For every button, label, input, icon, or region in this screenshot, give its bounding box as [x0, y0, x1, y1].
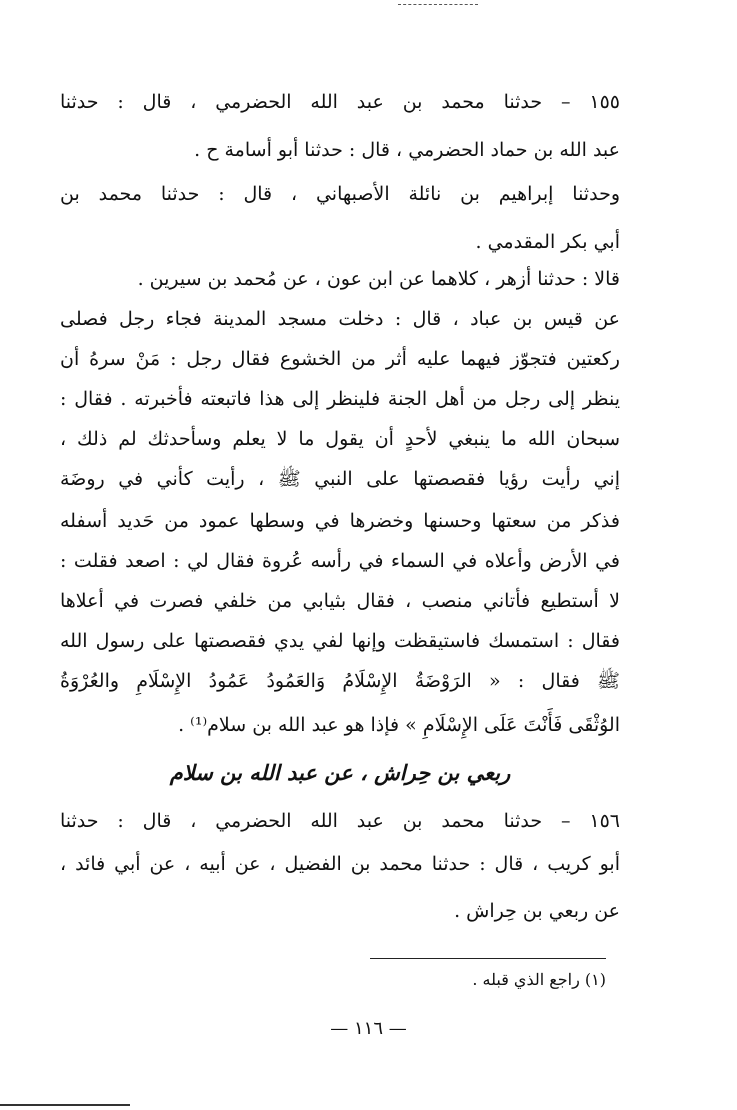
text-line: أبو كريب ، قال : حدثنا محمد بن الفضيل ، عن أبيه ، عن أبي فائد ،: [60, 853, 620, 875]
text-line: أبي بكر المقدمي .: [475, 231, 620, 253]
footnote-rule: [370, 958, 606, 959]
text-line: عن قيس بن عباد ، قال : دخلت مسجد المدينة فجاء رجل فصلى: [60, 308, 620, 330]
bottom-rule: [0, 1104, 130, 1106]
text-line: الوُثْقَى فَأَنْتَ عَلَى الإِسْلَامِ » فإذا هو عبد الله بن سلام⁽¹⁾ .: [178, 714, 620, 736]
text-line: عبد الله بن حماد الحضرمي ، قال : حدثنا أبو أسامة ح .: [194, 139, 620, 161]
text-line: في الأرض وأعلاه في السماء في رأسه عُروة فقال لي : اصعد فقلت :: [60, 550, 620, 572]
text-line: عن ربعي بن حِراش .: [454, 900, 620, 922]
section-heading: ربعي بن حِراش ، عن عبد الله بن سلام: [169, 760, 511, 785]
text-line: لا أستطيع فأتاني منصب ، فقال بثيابي من خلفي فصرت في أعلاها: [60, 590, 620, 612]
text-line: قالا : حدثنا أزهر ، كلاهما عن ابن عون ، عن مُحمد بن سيرين .: [137, 268, 620, 290]
text-line: فقال : استمسك فاستيقظت وإنها لفي يدي فقصصتها على رسول الله: [60, 630, 620, 652]
text-line: ١٥٦ – حدثنا محمد بن عبد الله الحضرمي ، قال : حدثنا: [60, 810, 620, 832]
text-line: ركعتين فتجوّز فيهما عليه أثر من الخشوع فقال رجل : مَنْ سرهُ أن: [60, 348, 620, 370]
page-number: — ١١٦ —: [330, 1018, 407, 1039]
text-line: ١٥٥ – حدثنا محمد بن عبد الله الحضرمي ، قال : حدثنا: [60, 91, 620, 113]
text-line: فذكر من سعتها وحسنها وخضرها في وسطها عمود من حَديد أسفله: [60, 510, 620, 532]
text-line: ﷺ فقال : « الرَوْضَةُ الإِسْلَامُ وَالعَمُودُ عَمُودُ الإِسْلَامِ والعُرْوَةُ: [60, 670, 620, 692]
text-line: إني رأيت رؤيا فقصصتها على النبي ﷺ ، رأيت كأني في روضَة: [60, 468, 620, 490]
footnote: (١) راجع الذي قبله .: [472, 970, 606, 989]
top-rule: [398, 4, 478, 5]
text-line: وحدثنا إبراهيم بن نائلة الأصبهاني ، قال : حدثنا محمد بن: [60, 183, 620, 205]
text-line: سبحان الله ما ينبغي لأحدٍ أن يقول ما لا يعلم وسأحدثك لم ذلك ،: [60, 428, 621, 450]
text-line: ينظر إلى رجل من أهل الجنة فلينظر إلى هذا فاتبعته فأخبرته . فقال :: [60, 388, 620, 410]
